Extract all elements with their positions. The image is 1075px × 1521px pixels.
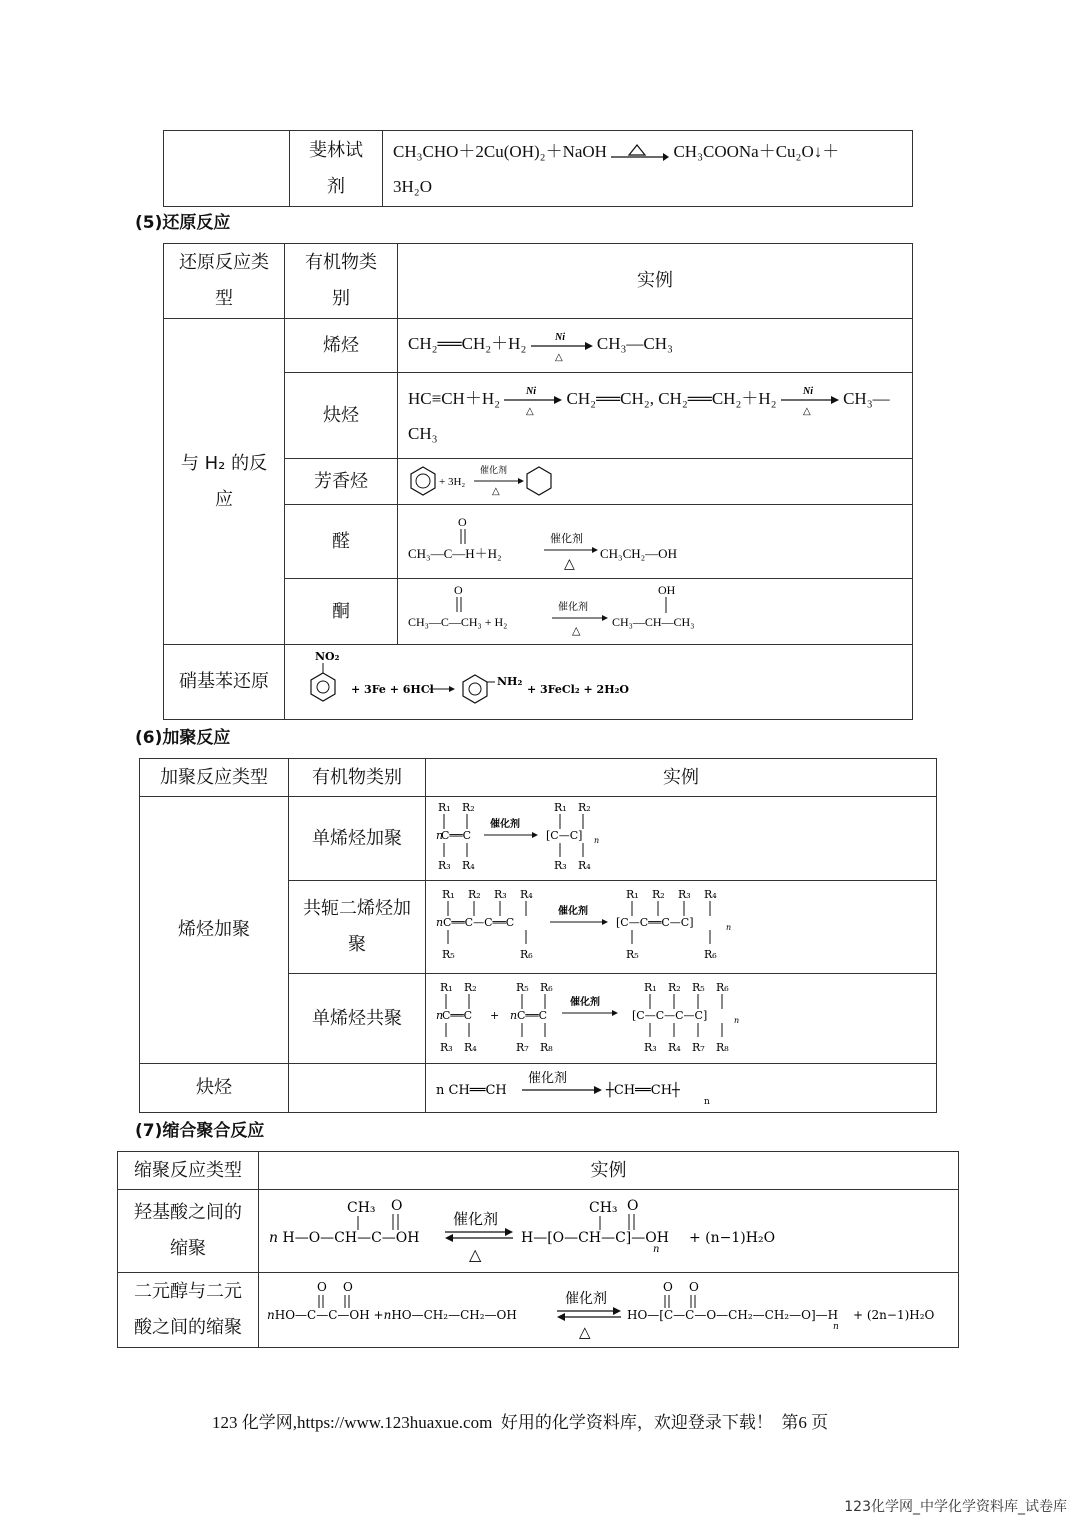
condensation-table — [117, 1151, 959, 1348]
svg-text:C══C—C══C: C══C—C══C — [443, 916, 515, 929]
alkene-hydrogenation: CH₂══CH₂＋H₂ Ni △ CH₃—CH₃ — [398, 319, 913, 373]
svg-text:[C—C—C—C]: [C—C—C—C] — [632, 1008, 708, 1022]
svg-text:CH₃: CH₃ — [347, 1200, 376, 1216]
svg-text:R₈: R₈ — [540, 1040, 553, 1054]
svg-text:CH₃—C—CH₃ + H₂: CH₃—C—CH₃ + H₂ — [408, 614, 508, 629]
section7-heading: (7)缩合聚合反应 — [135, 1121, 265, 1141]
svg-text:NH₂: NH₂ — [497, 675, 523, 688]
svg-text:催化剂: 催化剂 — [528, 1071, 568, 1086]
empty-cell — [164, 131, 290, 207]
svg-text:R₆: R₆ — [520, 948, 533, 961]
svg-text:C══C: C══C — [517, 1008, 548, 1022]
svg-text:R₃: R₃ — [438, 858, 451, 872]
svg-text:R₃: R₃ — [494, 888, 507, 901]
svg-text:+ (2n−1)H₂O: + (2n−1)H₂O — [853, 1308, 935, 1322]
svg-text:+ 3Fe + 6HCl: + 3Fe + 6HCl — [351, 683, 434, 696]
svg-text:R₆: R₆ — [716, 980, 729, 994]
svg-text:催化剂: 催化剂 — [558, 601, 588, 613]
svg-text:O: O — [343, 1280, 353, 1294]
svg-text:R₅: R₅ — [692, 980, 705, 994]
svg-text:R₂: R₂ — [578, 800, 591, 814]
svg-text:CH₃: CH₃ — [589, 1200, 618, 1216]
fehling-products: CH₃COONa＋Cu₂O↓＋ — [673, 141, 840, 161]
svg-text:R₄: R₄ — [464, 1040, 477, 1054]
category-copolymerization: 单烯烃共聚 — [289, 974, 426, 1064]
header-condensation-type: 缩聚反应类型 — [118, 1152, 259, 1190]
svg-text:[C—C]: [C—C] — [546, 828, 583, 842]
svg-text:nHO—C—C—OH +nHO—CH₂—CH₂—OH: nHO—C—C—OH +nHO—CH₂—CH₂—OH — [267, 1308, 517, 1322]
fehling-reactants: CH₃CHO＋2Cu(OH)₂＋NaOH — [393, 141, 607, 161]
svg-text:R₂: R₂ — [668, 980, 681, 994]
ni-arrow — [531, 330, 593, 362]
svg-text:△: △ — [802, 405, 811, 416]
svg-text:R₅: R₅ — [516, 980, 529, 994]
diene-polymerization — [426, 881, 937, 974]
monoalkene-polymerization — [426, 797, 937, 881]
svg-text:O: O — [454, 582, 463, 597]
svg-text:n: n — [833, 1322, 839, 1332]
diene-equation — [436, 884, 756, 970]
svg-text:H—[O—CH—C]—OH: H—[O—CH—C]—OH — [521, 1230, 669, 1246]
category-hydroxy-acid: 羟基酸之间的缩聚 — [118, 1190, 259, 1273]
header-example: 实例 — [259, 1152, 959, 1190]
svg-text:R₄: R₄ — [520, 888, 533, 901]
hydroxy-acid-equation — [269, 1192, 829, 1270]
benzene-to-cyclohexane — [408, 463, 568, 501]
svg-text:R₃: R₃ — [554, 858, 567, 872]
svg-text:n: n — [510, 1008, 518, 1022]
svg-text:┼CH══CH┼: ┼CH══CH┼ — [606, 1083, 680, 1098]
copolymerization-equation — [436, 977, 766, 1061]
svg-text:△: △ — [492, 485, 500, 497]
svg-text:+ (n−1)H₂O: + (n−1)H₂O — [689, 1230, 776, 1246]
svg-text:C══C: C══C — [442, 1008, 473, 1022]
svg-text:n H—O—CH—C—OH: n H—O—CH—C—OH — [269, 1230, 420, 1246]
svg-text:催化剂: 催化剂 — [558, 906, 588, 917]
svg-text:C══C: C══C — [441, 828, 472, 842]
svg-text:+: + — [490, 1008, 500, 1022]
svg-text:R₄: R₄ — [668, 1040, 681, 1054]
svg-text:+ 3FeCl₂ + 2H₂O: + 3FeCl₂ + 2H₂O — [527, 683, 629, 696]
svg-text:n: n — [436, 828, 444, 842]
svg-text:NO₂: NO₂ — [315, 650, 340, 663]
svg-text:n: n — [653, 1244, 660, 1255]
fehling-label-text: 斐林试剂 — [309, 139, 363, 197]
svg-text:[C—C══C—C]: [C—C══C—C] — [616, 916, 694, 929]
hydroxy-acid-condensation — [259, 1190, 959, 1273]
group-h2-reaction: 与 H₂ 的反应 — [164, 319, 285, 645]
header-organic-class: 有机物类别 — [289, 759, 426, 797]
svg-text:n CH══CH: n CH══CH — [436, 1083, 507, 1098]
svg-text:R₁: R₁ — [438, 800, 451, 814]
svg-text:O: O — [391, 1198, 403, 1214]
category-conjugated-diene: 共轭二烯烃加聚 — [289, 881, 426, 974]
section5-heading: (5)还原反应 — [135, 213, 231, 233]
svg-text:O: O — [663, 1280, 673, 1294]
fehling-table — [163, 130, 913, 207]
svg-text:R₅: R₅ — [442, 948, 455, 961]
aldehyde-equation — [408, 512, 728, 572]
category-alkyne: 炔烃 — [285, 373, 398, 459]
fehling-line2: 3H₂O — [393, 176, 432, 196]
group-alkene-polymerization: 烯烃加聚 — [140, 797, 289, 1064]
diol-diacid-condensation — [259, 1273, 959, 1348]
alkyne-hydrogenation: HC≡CH＋H₂ Ni △ CH₂══CH₂, CH₂══CH₂＋H₂ Ni △ CH₃— CH₃ — [398, 373, 913, 459]
header-organic-class: 有机物类别 — [285, 244, 398, 319]
svg-text:催化剂: 催化剂 — [453, 1210, 499, 1228]
svg-text:O: O — [317, 1280, 327, 1294]
svg-text:R₃: R₃ — [678, 888, 691, 901]
nitrobenzene-reduction — [285, 645, 913, 720]
svg-text:△: △ — [564, 556, 575, 572]
alkyne-polymerization — [426, 1064, 937, 1113]
svg-text:R₁: R₁ — [442, 888, 455, 901]
svg-text:R₈: R₈ — [716, 1040, 729, 1054]
watermark: 123化学网_中学化学资料库_试卷库 — [844, 1499, 1067, 1515]
category-alkene: 烯烃 — [285, 319, 398, 373]
aromatic-hydrogenation — [398, 459, 913, 505]
svg-text:CH₃CH₂—OH: CH₃CH₂—OH — [600, 545, 677, 561]
header-addition-type: 加聚反应类型 — [140, 759, 289, 797]
category-ketone: 酮 — [285, 579, 398, 645]
addition-polymerization-table — [139, 758, 937, 1113]
diol-diacid-equation — [267, 1275, 957, 1345]
svg-text:CH₃—C—H＋H₂: CH₃—C—H＋H₂ — [408, 545, 502, 561]
svg-text:n: n — [436, 916, 444, 929]
ketone-hydrogenation — [398, 579, 913, 645]
category-aldehyde: 醛 — [285, 505, 398, 579]
svg-text:n: n — [734, 1015, 740, 1025]
header-example: 实例 — [398, 244, 913, 319]
svg-text:R₆: R₆ — [540, 980, 553, 994]
svg-text:O: O — [458, 514, 467, 529]
svg-text:R₂: R₂ — [462, 800, 475, 814]
category-aromatic: 芳香烃 — [285, 459, 398, 505]
header-example: 实例 — [426, 759, 937, 797]
ketone-equation — [408, 582, 748, 642]
ni-arrow — [781, 384, 839, 416]
svg-text:n: n — [594, 835, 600, 845]
svg-text:R₇: R₇ — [692, 1040, 705, 1054]
svg-text:R₁: R₁ — [644, 980, 657, 994]
svg-text:△: △ — [526, 405, 534, 416]
svg-text:R₄: R₄ — [578, 858, 591, 872]
nitrobenzene-reduction-label: 硝基苯还原 — [164, 645, 285, 720]
svg-text:R₁: R₁ — [440, 980, 453, 994]
svg-text:R₆: R₆ — [704, 948, 717, 961]
svg-text:R₃: R₃ — [644, 1040, 657, 1054]
svg-text:△: △ — [579, 1323, 591, 1341]
category-monoalkene: 单烯烃加聚 — [289, 797, 426, 881]
aldehyde-hydrogenation — [398, 505, 913, 579]
svg-text:R₃: R₃ — [440, 1040, 453, 1054]
svg-text:Ni: Ni — [554, 331, 565, 343]
svg-text:CH₃—CH—CH₃: CH₃—CH—CH₃ — [612, 614, 695, 629]
svg-text:R₄: R₄ — [462, 858, 475, 872]
svg-text:n: n — [704, 1097, 710, 1107]
fehling-label — [290, 131, 383, 207]
svg-text:O: O — [627, 1198, 639, 1214]
svg-text:R₂: R₂ — [464, 980, 477, 994]
svg-text:△: △ — [469, 1245, 482, 1264]
svg-text:R₅: R₅ — [626, 948, 639, 961]
monoalkene-equation — [436, 799, 636, 879]
page-footer: 123 化学网,https://www.123huaxue.com 好用的化学资料库，欢迎登录下载！ 第6 页 — [212, 1413, 829, 1432]
svg-text:+ 3H₂: + 3H₂ — [439, 475, 466, 488]
svg-text:△: △ — [554, 351, 563, 362]
svg-text:△: △ — [572, 624, 581, 637]
svg-text:R₂: R₂ — [652, 888, 665, 901]
nitrobenzene-equation — [295, 647, 695, 717]
section6-heading: (6)加聚反应 — [135, 728, 231, 748]
svg-text:R₁: R₁ — [554, 800, 567, 814]
svg-text:n: n — [726, 923, 732, 932]
heat-arrow — [611, 143, 669, 163]
svg-text:催化剂: 催化剂 — [565, 1291, 607, 1307]
svg-text:Ni: Ni — [802, 385, 813, 397]
svg-text:催化剂: 催化剂 — [550, 531, 583, 545]
fehling-equation — [383, 131, 913, 207]
svg-text:R₂: R₂ — [468, 888, 481, 901]
svg-text:R₇: R₇ — [516, 1040, 529, 1054]
svg-text:OH: OH — [658, 582, 676, 597]
svg-text:催化剂: 催化剂 — [490, 818, 520, 830]
svg-text:HO—[C—C—O—CH₂—CH₂—O]—H: HO—[C—C—O—CH₂—CH₂—O]—H — [627, 1308, 839, 1322]
category-diol-diacid: 二元醇与二元酸之间的缩聚 — [118, 1273, 259, 1348]
ni-arrow — [504, 384, 562, 416]
reduction-table — [163, 243, 913, 720]
header-reduction-type: 还原反应类型 — [164, 244, 285, 319]
svg-text:O: O — [689, 1280, 699, 1294]
svg-text:R₁: R₁ — [626, 888, 639, 901]
svg-text:R₄: R₄ — [704, 888, 717, 901]
category-alkyne-polymer: 炔烃 — [140, 1064, 289, 1113]
copolymerization — [426, 974, 937, 1064]
svg-text:催化剂: 催化剂 — [480, 465, 508, 476]
svg-text:n: n — [436, 1008, 444, 1022]
svg-text:Ni: Ni — [526, 385, 537, 397]
svg-text:催化剂: 催化剂 — [570, 996, 600, 1008]
alkyne-polymer-equation — [436, 1066, 736, 1110]
